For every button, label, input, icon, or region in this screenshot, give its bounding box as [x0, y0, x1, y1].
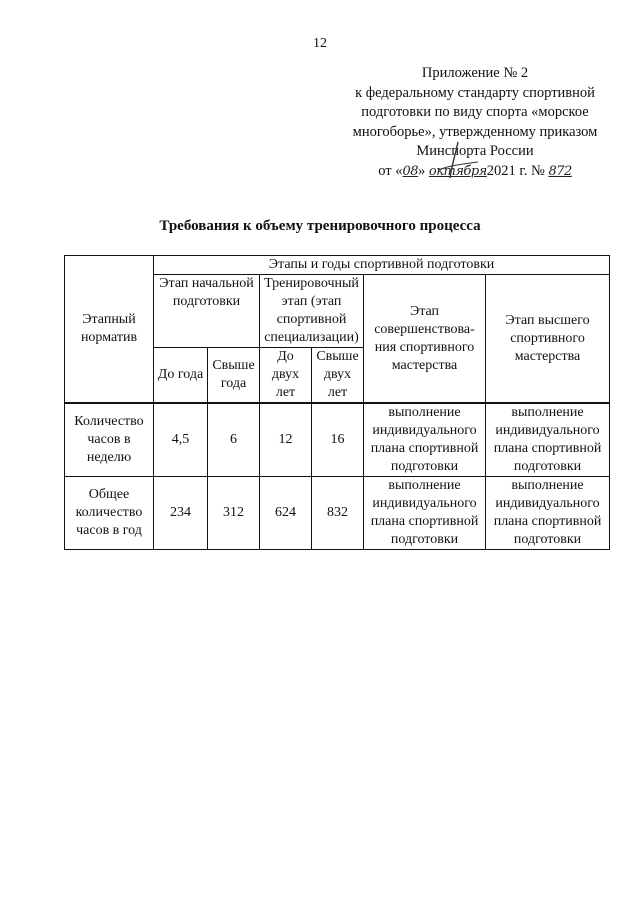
cell-value: 16 [312, 403, 364, 477]
row-label: Количество часов в неделю [65, 403, 154, 477]
date-day: 08 [402, 163, 419, 179]
appendix-title: Приложение № 2 [421, 65, 529, 81]
date-month: октября [428, 163, 487, 179]
cell-value: 6 [208, 403, 260, 477]
table-row [65, 477, 610, 550]
handwritten-stroke [428, 140, 488, 180]
cell-value: 624 [260, 477, 312, 550]
order-number: 872 [548, 163, 572, 179]
header-training-stage: Тренировочный этап (этап спортивной специализации) [260, 275, 364, 348]
cell-value: выполнение индивидуального плана спортивной подготовки [486, 477, 610, 550]
cell-value: 234 [154, 477, 208, 550]
header-stages: Этапы и годы спортивной подготовки [154, 256, 610, 275]
date-prefix: от « [378, 162, 403, 179]
date-year: 2021 г. № [486, 162, 545, 179]
cell-value: 4,5 [154, 403, 208, 477]
table-row [65, 403, 610, 477]
appendix-line-3: подготовки по виду спорта «морское [361, 104, 589, 121]
subheader-initial-2: Свыше года [208, 348, 260, 404]
header-improvement-stage: Этап совершенствова-ния спортивного мастерства [364, 275, 486, 404]
page-number: 12 [313, 36, 327, 51]
cell-value: выполнение индивидуального плана спортивной подготовки [364, 477, 486, 550]
document-title: Требования к объему тренировочного процесса [159, 218, 481, 234]
appendix-line-2: к федеральному стандарту спортивной [355, 84, 595, 101]
cell-value: 312 [208, 477, 260, 550]
training-requirements-table [64, 255, 610, 550]
cell-value: 12 [260, 403, 312, 477]
cell-value: 832 [312, 477, 364, 550]
cell-value: выполнение индивидуального плана спортивной подготовки [486, 403, 610, 477]
subheader-training-1: До двух лет [260, 348, 312, 404]
date-mid: » [418, 162, 426, 179]
appendix-line-5: Минспорта России [416, 143, 534, 160]
row-label: Общее количество часов в год [65, 477, 154, 550]
subheader-initial-1: До года [154, 348, 208, 404]
appendix-line-4: многоборье», утвержденному приказом [352, 123, 598, 140]
header-initial-stage: Этап начальной подготовки [154, 275, 260, 348]
header-norm: Этапный норматив [65, 256, 154, 404]
cell-value: выполнение индивидуального плана спортивной подготовки [364, 403, 486, 477]
subheader-training-2: Свыше двух лет [312, 348, 364, 404]
header-higher-stage: Этап высшего спортивного мастерства [486, 275, 610, 404]
